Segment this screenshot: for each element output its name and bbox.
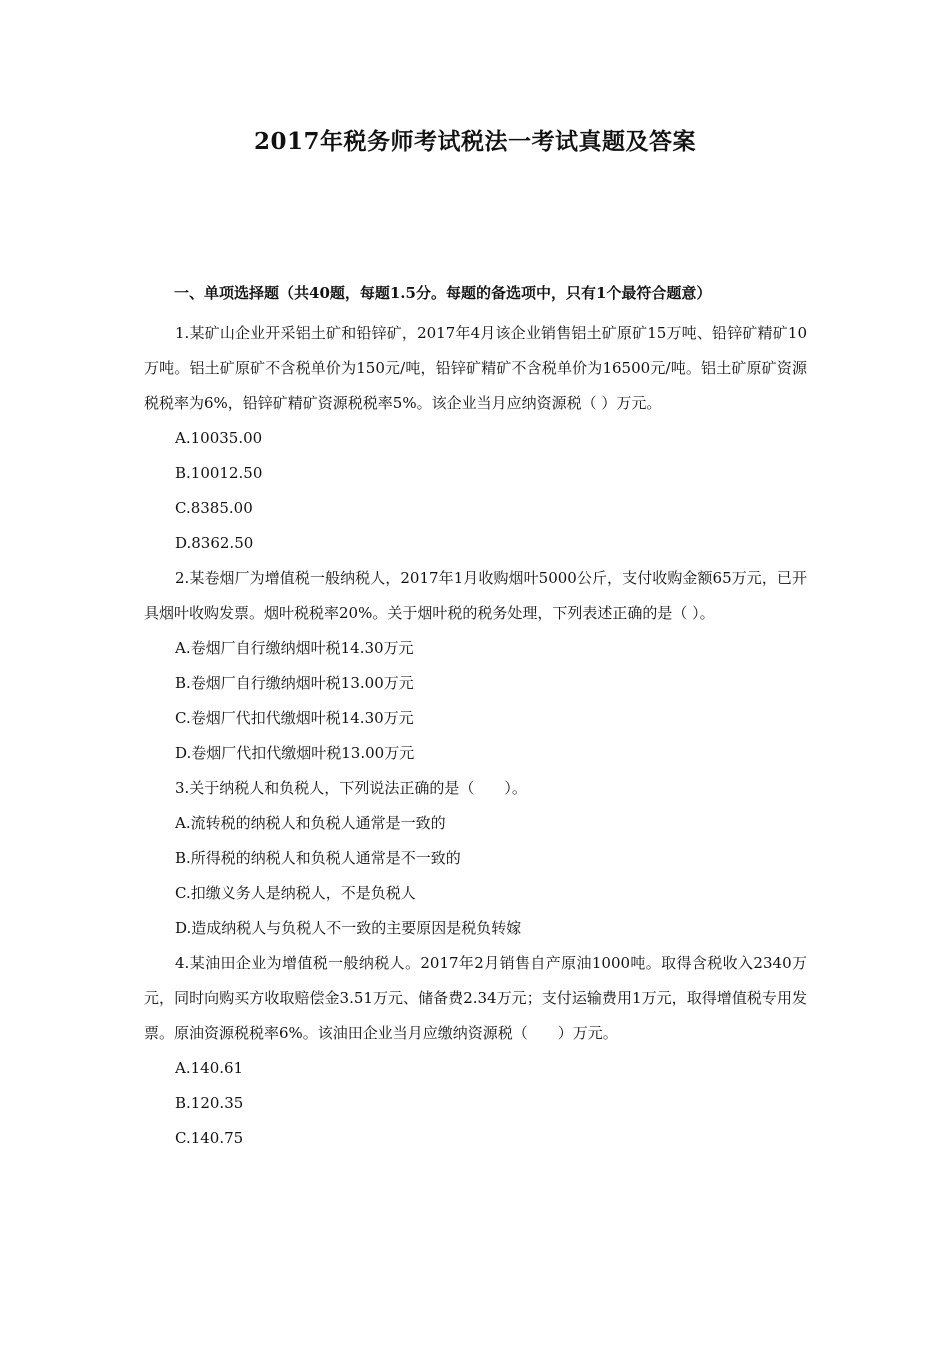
question-stem: 1.某矿山企业开采铝土矿和铅锌矿，2017年4月该企业销售铝土矿原矿15万吨、铅锌矿精矿10万吨。铝土矿原矿不含税单价为150元/吨，铅锌矿精矿不含税单价为16500元/吨。铝土矿原矿资源税税率为6%，铅锌矿精矿资源税税率5%。该企业当月应纳资源税（ ）万元。 (144, 324, 807, 412)
document-body (144, 282, 807, 1156)
answer-option: D.造成纳税人与负税人不一致的主要原因是税负转嫁 (175, 919, 522, 937)
answer-option: D.8362.50 (175, 534, 254, 552)
answer-option: B.所得税的纳税人和负税人通常是不一致的 (175, 849, 461, 867)
answer-option: A.流转税的纳税人和负税人通常是一致的 (175, 814, 446, 832)
question-stem: 3.关于纳税人和负税人，下列说法正确的是（ ）。 (175, 779, 527, 797)
document-title: 2017年税务师考试税法一考试真题及答案 (253, 128, 696, 155)
question-4 (144, 946, 807, 1156)
question-1 (144, 316, 807, 561)
question-stem: 4.某油田企业为增值税一般纳税人。2017年2月销售自产原油1000吨。取得含税收入2340万元，同时向购买方收取赔偿金3.51万元、储备费2.34万元；支付运输费用1万元，取得增值税专用发票。原油资源税税率6%。该油田企业当月应缴纳资源税（ ）万元。 (144, 954, 807, 1042)
answer-option: C.扣缴义务人是纳税人，不是负税人 (175, 884, 416, 902)
answer-option: B.卷烟厂自行缴纳烟叶税13.00万元 (175, 674, 414, 692)
answer-option: C.8385.00 (175, 499, 253, 517)
answer-option: C.140.75 (175, 1129, 244, 1147)
answer-option: B.10012.50 (175, 464, 263, 482)
answer-option: A.140.61 (175, 1059, 244, 1077)
answer-option: A.卷烟厂自行缴纳烟叶税14.30万元 (175, 639, 414, 657)
answer-option: B.120.35 (175, 1094, 244, 1112)
question-2 (144, 561, 807, 771)
answer-option: D.卷烟厂代扣代缴烟叶税13.00万元 (175, 744, 415, 762)
answer-option: C.卷烟厂代扣代缴烟叶税14.30万元 (175, 709, 414, 727)
question-3 (144, 771, 807, 946)
answer-option: A.10035.00 (175, 429, 263, 447)
question-stem: 2.某卷烟厂为增值税一般纳税人，2017年1月收购烟叶5000公斤，支付收购金额65万元，已开具烟叶收购发票。烟叶税税率20%。关于烟叶税的税务处理，下列表述正确的是（ ）。 (144, 569, 807, 622)
section-heading: 一、单项选择题（共40题，每题1.5分。每题的备选项中，只有1个最符合题意） (174, 284, 712, 302)
